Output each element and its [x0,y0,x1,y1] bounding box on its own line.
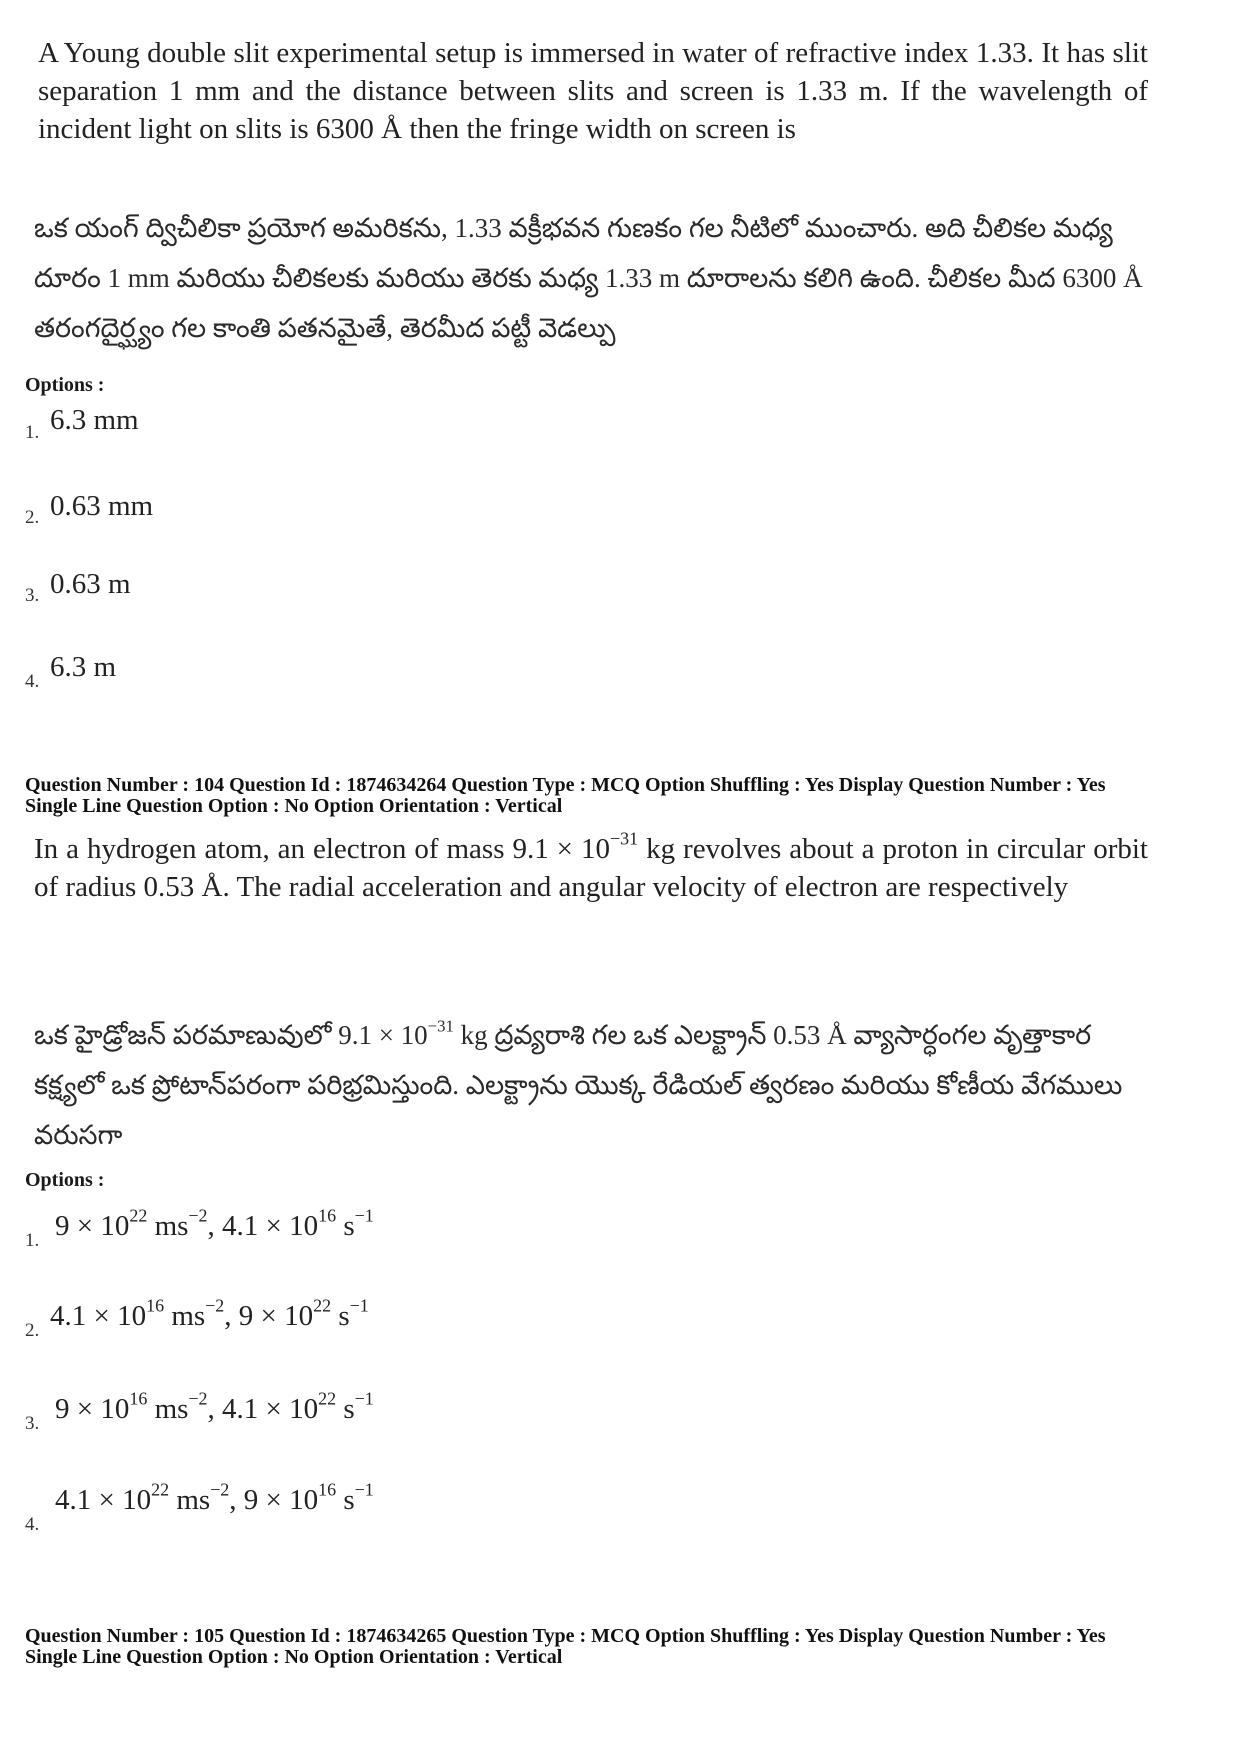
option-text: $9 \times 10^{22}$ $ms^{-2}$, $4.1 \times 10^{16}$ $s^{-1}$ [55,1205,374,1242]
option-text: 0.63 m [50,568,131,600]
option-text: $9 \times 10^{16}$ $ms^{-2}$, $4.1 \times 10^{22}$ $s^{-1}$ [55,1388,374,1425]
q103-option-1[interactable] [25,404,1125,464]
option-number: 4. [25,1514,40,1535]
option-text: 6.3 mm [50,404,139,436]
q104-option-3[interactable] [25,1388,1125,1453]
q103-options-label: Options : [25,374,105,396]
q105-meta-line-2: Single Line Question Option : No Option Orientation : Vertical [25,1646,563,1668]
q104-telugu-text: ఒక హైడ్రోజన్ పరమాణువులో $9.1 \times 10^{-31}$ kg ద్రవ్యరాశి గల ఒక ఎలక్ట్రాన్ 0.53 Å వ్యాసార్ధంగల వృత్తాకార కక్ష్యలో ఒక ప్రోటాన్‌పరంగా పరిభ్రమిస్తుంది. ఎలక్ట్రాను యొక్క రేడియల్ త్వరణం మరియు కోణీయ వేగములు వరుసగా [34,1016,1123,1150]
q104-option-1[interactable] [25,1205,1125,1270]
q103-option-2[interactable] [25,490,1125,550]
q105-meta-line-1: Question Number : 105 Question Id : 1874634265 Question Type : MCQ Option Shuffling : Yes Display Question Number : Yes [25,1625,1106,1647]
option-text: 6.3 m [50,651,117,683]
option-text: $4.1 \times 10^{16}$ $ms^{-2}$, $9 \times 10^{22}$ $s^{-1}$ [50,1295,369,1332]
option-number: 2. [25,1320,40,1341]
q103-option-3[interactable] [25,568,1125,628]
q103-option-4[interactable] [25,651,1125,711]
q104-english-text: In a hydrogen atom, an electron of mass $9.1 \times 10^{-31}$ kg revolves about a proton in circular orbit of radius 0.53 Å. The radial acceleration and angular velocity of electron are respectively [34,828,1148,903]
q103-telugu-text: ఒక యంగ్ ద్విచీలికా ప్రయోగ అమరికను, 1.33 వక్రీభవన గుణకం గల నీటిలో ముంచారు. అది చీలికల మధ్య దూరం 1 mm మరియు చీలికలకు మరియు తెరకు మధ్య 1.33 m దూరాలను కలిగి ఉంది. చీలికల మీద 6300 Å తరంగదైర్ఘ్యం గల కాంతి పతనమైతే, తెరమీద పట్టీ వెడల్పు [34,213,1143,343]
option-text: $4.1 \times 10^{22}$ $ms^{-2}$, $9 \times 10^{16}$ $s^{-1}$ [55,1479,374,1516]
option-text: 0.63 mm [50,490,154,522]
q104-option-4[interactable] [25,1479,1125,1544]
q104-meta-line-1: Question Number : 104 Question Id : 1874634264 Question Type : MCQ Option Shuffling : Yes Display Question Number : Yes [25,774,1106,796]
q104-meta-line-2: Single Line Question Option : No Option Orientation : Vertical [25,795,563,817]
option-number: 3. [25,585,40,606]
q104-option-2[interactable] [25,1295,1125,1360]
option-number: 1. [25,422,40,443]
q103-english-text: A Young double slit experimental setup is immersed in water of refractive index 1.33. It has slit separation 1 mm and the distance between slits and screen is 1.33 m. If the wavelength of incident light on slits is 6300 Å then the fringe width on screen is [38,37,1148,145]
option-number: 2. [25,507,40,528]
option-number: 4. [25,671,40,692]
option-number: 1. [25,1230,40,1251]
q104-options-label: Options : [25,1169,105,1191]
option-number: 3. [25,1413,40,1434]
